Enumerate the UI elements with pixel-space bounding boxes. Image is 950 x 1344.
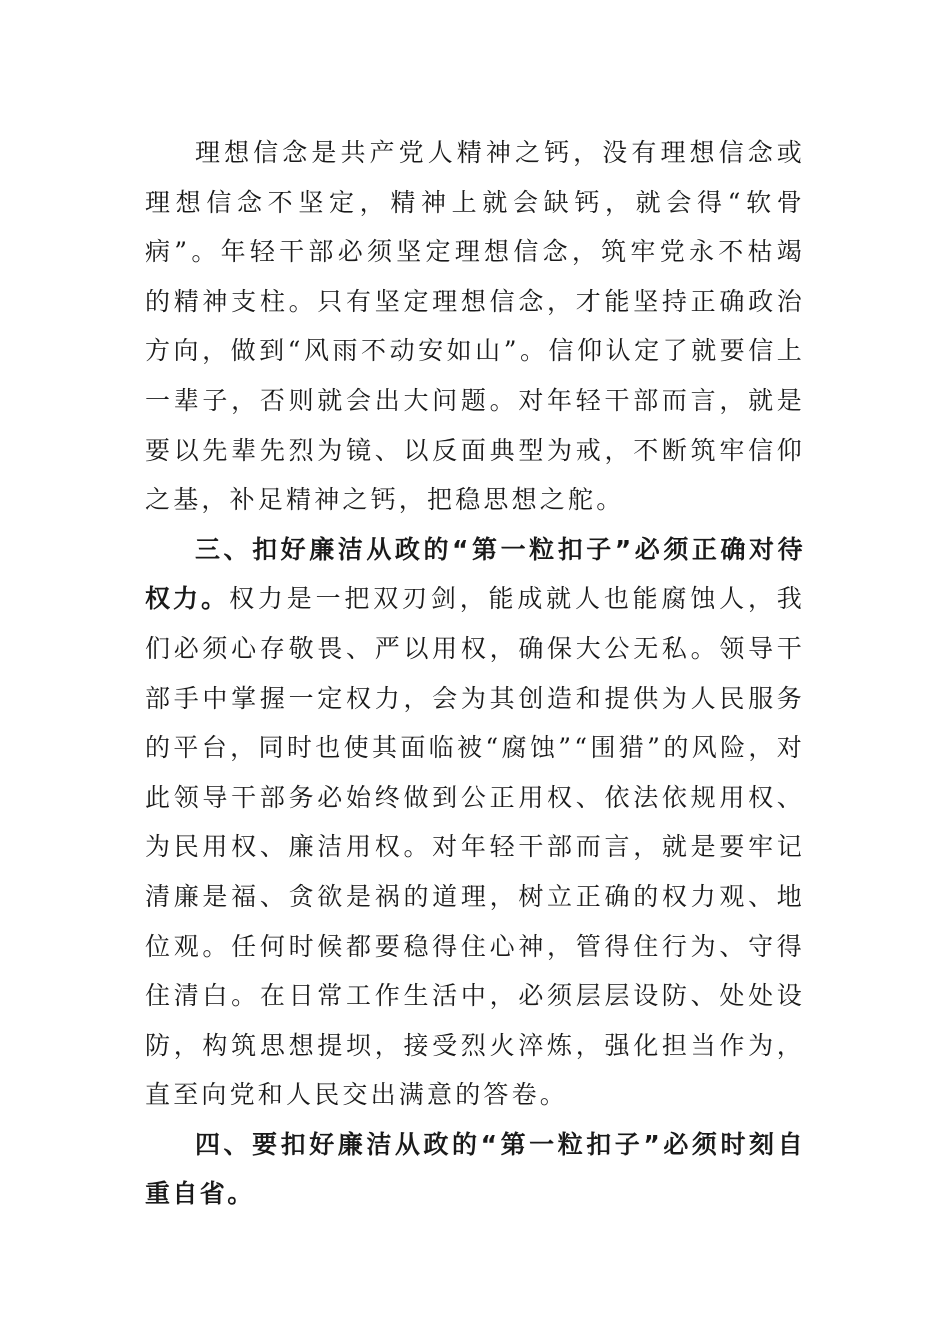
section-three-heading: 三、扣好廉洁从政的“第一粒扣子”必须正确对待权力。 [145,534,805,614]
paragraph-power [145,525,805,1120]
document-body [145,128,805,1219]
section-four-heading: 四、要扣好廉洁从政的“第一粒扣子”必须时刻自重自省。 [145,1129,805,1209]
paragraph-ideals [145,128,805,525]
paragraph-power-text: 权力是一把双刃剑，能成就人也能腐蚀人，我们必须心存敬畏、严以用权，确保大公无私。领导干部手中掌握一定权力，会为其创造和提供为人民服务的平台，同时也使其面临被“腐蚀”“围猎”的风险，对此领导干部务必始终做到公正用权、依法依规用权、为民用权、廉洁用权。对年轻干部而言，就是要牢记清廉是福、贪欲是祸的道理，树立正确的权力观、地位观。任何时候都要稳得住心神，管得住行为、守得住清白。在日常工作生活中，必须层层设防、处处设防，构筑思想提坝，接受烈火淬炼，强化担当作为，直至向党和人民交出满意的答卷。 [145,584,805,1110]
paragraph-self-reflection [145,1120,805,1219]
paragraph-ideals-text: 理想信念是共产党人精神之钙，没有理想信念或理想信念不坚定，精神上就会缺钙，就会得“软骨病”。年轻干部必须坚定理想信念，筑牢党永不枯竭的精神支柱。只有坚定理想信念，才能坚持正确政治方向，做到“风雨不动安如山”。信仰认定了就要信上一辈子，否则就会出大问题。对年轻干部而言，就是要以先辈先烈为镜、以反面典型为戒，不断筑牢信仰之基，补足精神之钙，把稳思想之舵。 [145,138,805,515]
